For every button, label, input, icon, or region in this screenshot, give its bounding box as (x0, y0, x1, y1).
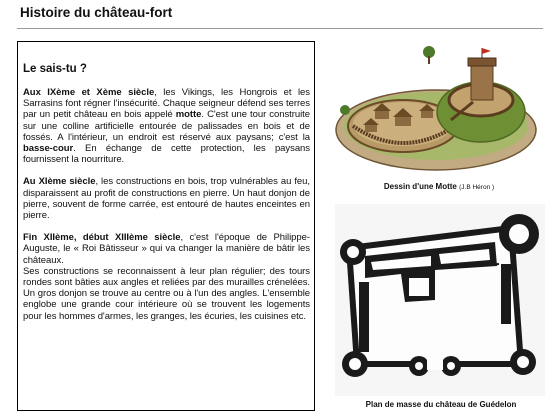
term-motte: motte (175, 109, 202, 121)
motte-caption-text: Dessin d'une Motte (383, 182, 457, 191)
period-label: Fin XIIème, début XIIIème siècle (23, 232, 181, 244)
castle-plan-drawing (335, 204, 545, 396)
paragraph-text: , les Vikings, les Hongrois et les Sarrasins font régner l'insécurité. Chaque seigneur défend ses terres par un petit château en bois appelé (23, 87, 310, 121)
paragraph-text: . C'est une tour construite sur une colline artificielle entourée de palissades en bois et de fossés. A l'intérieur, un endroit est réservé aux paysans; c'est la (23, 109, 310, 143)
article-box (17, 41, 315, 411)
term-basse-cour: basse-cour (23, 143, 74, 155)
page-title: Histoire du château-fort (20, 5, 173, 20)
paragraph-text: Ses constructions se reconnaissent à leur plan régulier; des tours rondes sont bâties aux angles et reliées par des murailles crénelées. Un gros donjon se trouve au centre ou à l'un des angles. L'ensemble englobe une grande cour intérieure où se trouvent les logements pour les hommes d'armes, les granges, les écuries, les cuisines etc. (23, 265, 310, 322)
motte-illustration (333, 40, 543, 180)
plan-caption: Plan de masse du château de Guédelon (365, 400, 517, 409)
paragraph-philippe-auguste (23, 232, 310, 266)
paragraph-stone (23, 176, 310, 221)
period-label: Au XIème siècle (23, 176, 96, 188)
paragraph-text: , c'est l'époque de Philippe-Auguste, le « Roi Bâtisseur » qui va changer la manière de bâtir les châteaux. (23, 232, 310, 266)
motte-caption (344, 182, 534, 191)
paragraph-motte (23, 87, 310, 165)
title-divider (17, 28, 543, 29)
paragraph-text: , les constructions en bois, trop vulnérables au feu, disparaissent au profit de constructions en pierre. Un haut donjon de pierre, souvent de forme carrée, est entouré de hautes enceintes en pierre. (23, 176, 310, 222)
period-label: Aux IXème et Xème siècle (23, 87, 155, 98)
paragraph-plan (23, 266, 310, 322)
article-subtitle: Le sais-tu ? (23, 63, 87, 75)
paragraph-text: . En échange de cette protection, les paysans fournissent la nourriture. (23, 143, 310, 166)
motte-caption-credit: (J.B Héron ) (459, 184, 495, 191)
motte-drawing (333, 40, 543, 180)
castle-plan (335, 204, 545, 396)
